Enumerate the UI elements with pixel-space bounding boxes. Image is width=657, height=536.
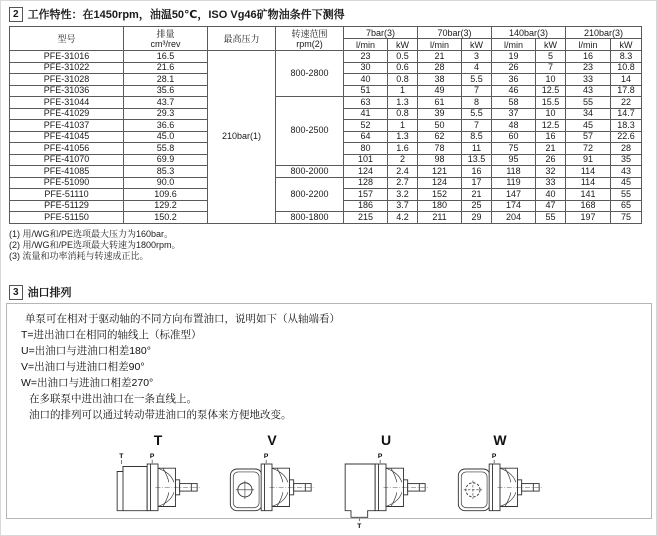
port-desc-line: 油口的排列可以通过转动带进油口的泵体来方便地改变。 (29, 409, 292, 421)
flow-cell: 186 (344, 200, 388, 212)
flow-cell: 75 (492, 143, 536, 155)
svg-text:P: P (491, 453, 497, 461)
power-cell: 7 (462, 120, 492, 132)
port-desc-line: 在多联泵中进出油口在一条直线上。 (29, 393, 197, 405)
power-cell: 12.5 (536, 120, 566, 132)
col-header-140bar: 140bar(3) (492, 27, 566, 39)
flow-cell: 49 (418, 85, 462, 97)
displacement-cell: 69.9 (124, 154, 208, 166)
flow-cell: 23 (344, 51, 388, 63)
section3-number: 3 (9, 285, 23, 300)
speed-range-cell: 800-1800 (276, 212, 344, 224)
power-cell: 55 (536, 212, 566, 224)
section2-title: 工作特性：在1450rpm，油温50℃，ISO Vg46矿物油条件下测得 (27, 9, 345, 21)
flow-cell: 168 (566, 200, 611, 212)
power-cell: 16 (536, 131, 566, 143)
power-cell: 3.2 (388, 189, 418, 201)
flow-cell: 64 (344, 131, 388, 143)
flow-cell: 72 (566, 143, 611, 155)
col-header-7bar: 7bar(3) (344, 27, 418, 39)
model-cell: PFE-31028 (10, 74, 124, 86)
power-cell: 0.5 (388, 51, 418, 63)
table-row (10, 212, 642, 224)
power-cell: 55 (611, 189, 642, 201)
power-cell: 21 (536, 143, 566, 155)
flow-cell: 55 (566, 97, 611, 109)
col-header-displacement (124, 27, 208, 51)
power-cell: 0.8 (388, 108, 418, 120)
col-header-flow-4: l/min (566, 39, 611, 51)
power-cell: 1.6 (388, 143, 418, 155)
flow-cell: 36 (492, 74, 536, 86)
flow-cell: 95 (492, 154, 536, 166)
pump-diagram-T (108, 432, 208, 534)
flow-cell: 121 (418, 166, 462, 178)
power-cell: 8.5 (462, 131, 492, 143)
displacement-cell: 35.6 (124, 85, 208, 97)
speed-unit: rpm(2) (296, 38, 323, 49)
flow-cell: 50 (418, 120, 462, 132)
section3-header (1, 279, 657, 302)
displacement-cell: 16.5 (124, 51, 208, 63)
flow-cell: 62 (418, 131, 462, 143)
col-header-max-pressure: 最高压力 (208, 27, 276, 51)
model-cell: PFE-31036 (10, 85, 124, 97)
power-cell: 10 (536, 108, 566, 120)
svg-text:P: P (263, 453, 269, 461)
flow-cell: 43 (566, 85, 611, 97)
power-cell: 12.5 (536, 85, 566, 97)
pump-side-view-icon (336, 449, 436, 529)
table-row (10, 51, 642, 63)
pump-diagram-W (450, 432, 550, 534)
flow-cell: 101 (344, 154, 388, 166)
model-cell: PFE-41070 (10, 154, 124, 166)
power-cell: 1.3 (388, 97, 418, 109)
power-cell: 11 (462, 143, 492, 155)
flow-cell: 41 (344, 108, 388, 120)
displacement-cell: 36.6 (124, 120, 208, 132)
power-cell: 3.7 (388, 200, 418, 212)
power-cell: 2 (388, 154, 418, 166)
power-cell: 8 (462, 97, 492, 109)
power-cell: 16 (462, 166, 492, 178)
flow-cell: 23 (566, 62, 611, 74)
spec-table-body (10, 51, 642, 224)
pump-diagram-V (222, 432, 322, 534)
power-cell: 40 (536, 189, 566, 201)
col-header-flow-3: l/min (492, 39, 536, 51)
speed-range-cell: 800-2200 (276, 177, 344, 212)
displacement-cell: 28.1 (124, 74, 208, 86)
col-header-flow-2: l/min (418, 39, 462, 51)
model-cell: PFE-41056 (10, 143, 124, 155)
flow-cell: 141 (566, 189, 611, 201)
flow-cell: 78 (418, 143, 462, 155)
col-header-power-4: kW (611, 39, 642, 51)
flow-cell: 21 (418, 51, 462, 63)
speed-range-cell: 800-2500 (276, 97, 344, 166)
col-header-power-3: kW (536, 39, 566, 51)
flow-cell: 48 (492, 120, 536, 132)
model-cell: PFE-31022 (10, 62, 124, 74)
footnote-2: (2) 用/WG和/PE选项最大转速为1800rpm。 (9, 239, 181, 250)
power-cell: 17 (462, 177, 492, 189)
power-cell: 45 (611, 177, 642, 189)
power-cell: 47 (536, 200, 566, 212)
power-cell: 18.3 (611, 120, 642, 132)
power-cell: 2.4 (388, 166, 418, 178)
pump-diagrams-row (19, 432, 639, 534)
footnote-1: (1) 用/WG和/PE选项最大压力为160bar。 (9, 228, 174, 239)
power-cell: 13.5 (462, 154, 492, 166)
table-row (10, 166, 642, 178)
model-cell: PFE-51129 (10, 200, 124, 212)
model-cell: PFE-31016 (10, 51, 124, 63)
flow-cell: 180 (418, 200, 462, 212)
diagram-label-W: W (493, 432, 507, 448)
displacement-cell: 150.2 (124, 212, 208, 224)
power-cell: 35 (611, 154, 642, 166)
displacement-cell: 129.2 (124, 200, 208, 212)
displacement-cell: 21.6 (124, 62, 208, 74)
power-cell: 0.8 (388, 74, 418, 86)
speed-range-cell: 800-2000 (276, 166, 344, 178)
power-cell: 5.5 (462, 74, 492, 86)
svg-text:P: P (377, 453, 383, 461)
power-cell: 22.6 (611, 131, 642, 143)
power-cell: 5 (536, 51, 566, 63)
port-arrangement-box (6, 303, 652, 529)
power-cell: 15.5 (536, 97, 566, 109)
col-header-model: 型号 (10, 27, 124, 51)
model-cell: PFE-41045 (10, 131, 124, 143)
speed-label: 转速范围 (291, 28, 328, 39)
model-cell: PFE-31044 (10, 97, 124, 109)
flow-cell: 38 (418, 74, 462, 86)
max-pressure-cell: 210bar(1) (208, 51, 276, 224)
diagram-label-U: U (380, 432, 392, 448)
col-header-70bar: 70bar(3) (418, 27, 492, 39)
flow-cell: 40 (344, 74, 388, 86)
flow-cell: 57 (566, 131, 611, 143)
spec-table (9, 26, 642, 224)
model-cell: PFE-51090 (10, 177, 124, 189)
flow-cell: 114 (566, 177, 611, 189)
power-cell: 26 (536, 154, 566, 166)
svg-text:T: T (357, 523, 362, 529)
model-cell: PFE-41029 (10, 108, 124, 120)
power-cell: 10.8 (611, 62, 642, 74)
power-cell: 10 (536, 74, 566, 86)
section-working-characteristics (1, 1, 656, 262)
displacement-unit: cm³/rev (150, 38, 181, 49)
power-cell: 28 (611, 143, 642, 155)
flow-cell: 124 (418, 177, 462, 189)
diagram-label-V: V (267, 432, 277, 448)
table-row (10, 97, 642, 109)
power-cell: 7 (536, 62, 566, 74)
displacement-cell: 43.7 (124, 97, 208, 109)
power-cell: 1 (388, 120, 418, 132)
flow-cell: 45 (566, 120, 611, 132)
port-desc-line: T=进出油口在相同的轴线上（标准型） (21, 329, 202, 341)
flow-cell: 61 (418, 97, 462, 109)
svg-text:T: T (119, 453, 124, 461)
power-cell: 4 (462, 62, 492, 74)
flow-cell: 34 (566, 108, 611, 120)
flow-cell: 118 (492, 166, 536, 178)
flow-cell: 16 (566, 51, 611, 63)
col-header-power-2: kW (462, 39, 492, 51)
displacement-cell: 90.0 (124, 177, 208, 189)
power-cell: 5.5 (462, 108, 492, 120)
flow-cell: 63 (344, 97, 388, 109)
flow-cell: 52 (344, 120, 388, 132)
diagram-label-T: T (153, 432, 163, 448)
power-cell: 25 (462, 200, 492, 212)
pump-diagram-U (336, 432, 436, 534)
model-cell: PFE-41085 (10, 166, 124, 178)
port-desc-line: V=出油口与进油口相差90° (21, 361, 145, 373)
flow-cell: 60 (492, 131, 536, 143)
displacement-cell: 55.8 (124, 143, 208, 155)
table-row (10, 177, 642, 189)
power-cell: 14.7 (611, 108, 642, 120)
power-cell: 65 (611, 200, 642, 212)
displacement-cell: 45.0 (124, 131, 208, 143)
flow-cell: 19 (492, 51, 536, 63)
power-cell: 75 (611, 212, 642, 224)
flow-cell: 80 (344, 143, 388, 155)
pump-side-view-icon (450, 449, 550, 529)
power-cell: 1 (388, 85, 418, 97)
model-cell: PFE-51110 (10, 189, 124, 201)
speed-range-cell: 800-2800 (276, 51, 344, 97)
flow-cell: 147 (492, 189, 536, 201)
displacement-label: 排量 (156, 28, 175, 39)
power-cell: 0.6 (388, 62, 418, 74)
footnote-3: (3) 流量和功率消耗与转速成正比。 (9, 250, 149, 261)
port-desc-line: U=出油口与进油口相差180° (21, 345, 151, 357)
power-cell: 21 (462, 189, 492, 201)
power-cell: 33 (536, 177, 566, 189)
col-header-speed-range (276, 27, 344, 51)
power-cell: 32 (536, 166, 566, 178)
flow-cell: 211 (418, 212, 462, 224)
flow-cell: 28 (418, 62, 462, 74)
flow-cell: 51 (344, 85, 388, 97)
flow-cell: 98 (418, 154, 462, 166)
svg-text:P: P (149, 453, 155, 461)
flow-cell: 46 (492, 85, 536, 97)
flow-cell: 124 (344, 166, 388, 178)
section-port-arrangement (1, 279, 657, 529)
flow-cell: 26 (492, 62, 536, 74)
pump-side-view-icon (222, 449, 322, 529)
flow-cell: 119 (492, 177, 536, 189)
col-header-power-1: kW (388, 39, 418, 51)
displacement-cell: 85.3 (124, 166, 208, 178)
power-cell: 22 (611, 97, 642, 109)
flow-cell: 33 (566, 74, 611, 86)
power-cell: 14 (611, 74, 642, 86)
col-header-flow-1: l/min (344, 39, 388, 51)
section2-header (1, 1, 656, 24)
power-cell: 29 (462, 212, 492, 224)
flow-cell: 39 (418, 108, 462, 120)
flow-cell: 204 (492, 212, 536, 224)
power-cell: 1.3 (388, 131, 418, 143)
power-cell: 8.3 (611, 51, 642, 63)
flow-cell: 215 (344, 212, 388, 224)
footnotes (9, 229, 648, 262)
flow-cell: 58 (492, 97, 536, 109)
flow-cell: 30 (344, 62, 388, 74)
model-cell: PFE-41037 (10, 120, 124, 132)
power-cell: 17.8 (611, 85, 642, 97)
flow-cell: 152 (418, 189, 462, 201)
flow-cell: 114 (566, 166, 611, 178)
power-cell: 2.7 (388, 177, 418, 189)
section3-title: 油口排列 (27, 287, 72, 299)
displacement-cell: 29.3 (124, 108, 208, 120)
power-cell: 7 (462, 85, 492, 97)
pump-side-view-icon (108, 449, 208, 529)
port-desc-line: 单泵可在相对于驱动轴的不同方向布置油口，说明如下（从轴端看） (25, 313, 340, 325)
flow-cell: 157 (344, 189, 388, 201)
flow-cell: 91 (566, 154, 611, 166)
power-cell: 3 (462, 51, 492, 63)
col-header-210bar: 210bar(3) (566, 27, 642, 39)
flow-cell: 128 (344, 177, 388, 189)
power-cell: 4.2 (388, 212, 418, 224)
flow-cell: 37 (492, 108, 536, 120)
flow-cell: 174 (492, 200, 536, 212)
model-cell: PFE-51150 (10, 212, 124, 224)
power-cell: 43 (611, 166, 642, 178)
displacement-cell: 109.6 (124, 189, 208, 201)
spec-table-header (10, 27, 642, 51)
port-desc-line: W=出油口与进油口相差270° (21, 377, 154, 389)
section2-number: 2 (9, 7, 23, 22)
flow-cell: 197 (566, 212, 611, 224)
